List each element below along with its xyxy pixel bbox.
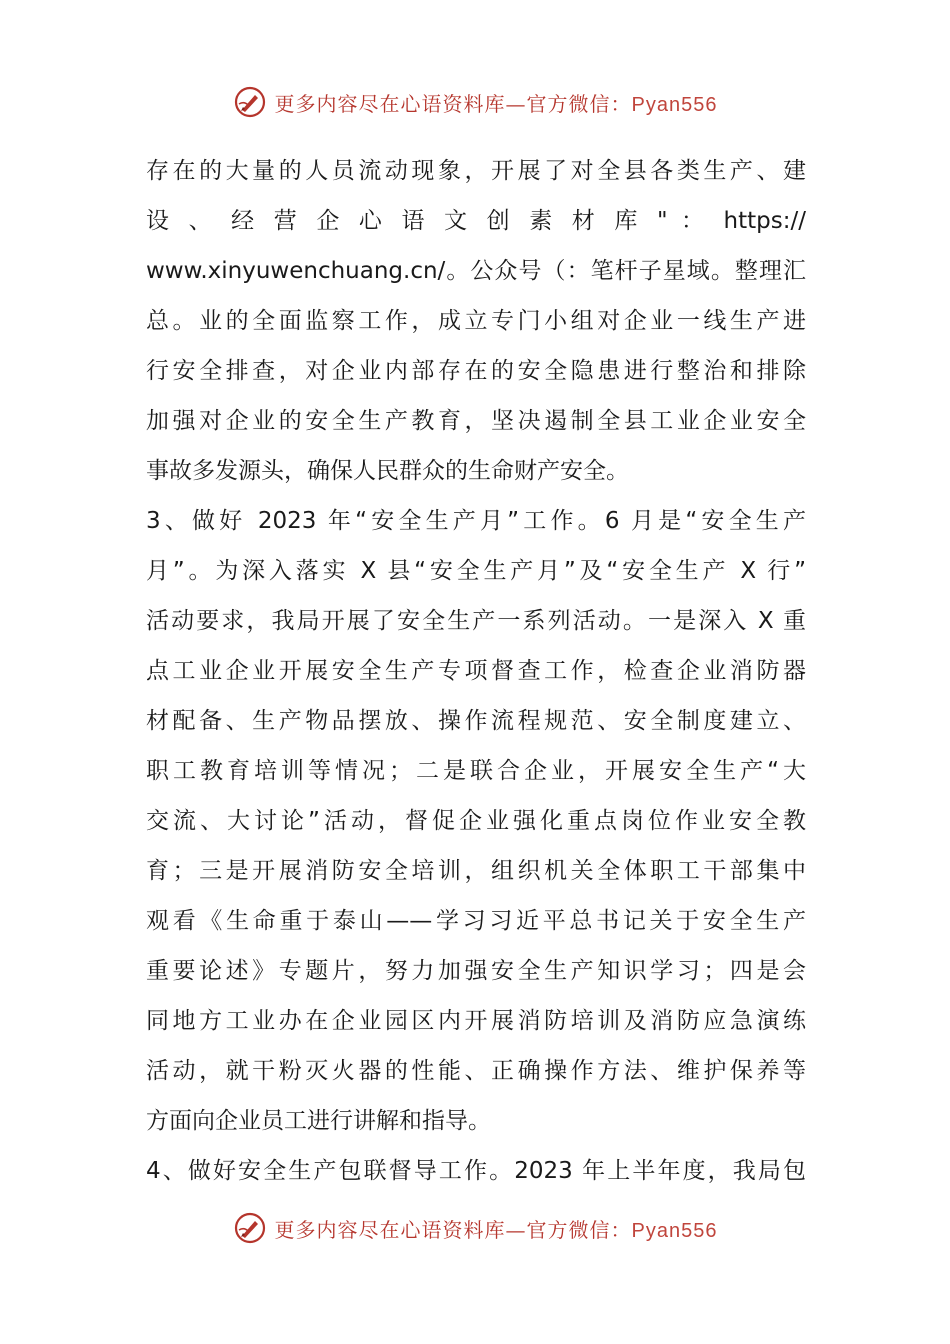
wechat-id: Pyan556 [631, 93, 718, 116]
text-line: 活动要求，我局开展了安全生产一系列活动。一是深入 X 重 [146, 608, 806, 634]
banner-text: 更多内容尽在心语资料库—官方微信：Pyan556 [274, 91, 718, 116]
document-body [146, 146, 806, 1196]
header-banner [0, 82, 950, 122]
text-line: 材配备、生产物品摆放、操作流程规范、安全制度建立、 [146, 708, 806, 734]
text-line: 育；三是开展消防安全培训，组织机关全体职工干部集中 [146, 858, 806, 884]
text-line: 同地方工业办在企业园区内开展消防培训及消防应急演练 [146, 1008, 806, 1034]
text-line: 行安全排查，对企业内部存在的安全隐患进行整治和排除 [146, 358, 806, 384]
pen-logo-icon [233, 85, 267, 119]
text-line: 方面向企业员工进行讲解和指导。 [146, 1108, 491, 1134]
footer-banner [0, 1208, 950, 1248]
text-line: 4、做好安全生产包联督导工作。2023 年上半年度，我局包 [146, 1158, 806, 1184]
banner-text: 更多内容尽在心语资料库—官方微信：Pyan556 [274, 1217, 718, 1242]
text-line: 观看《生命重于泰山——学习习近平总书记关于安全生产 [146, 908, 806, 934]
text-line: 设 、 经 营 企 心 语 文 创 素 材 库 " ： https:// [146, 208, 806, 234]
text-line: 总。业的全面监察工作，成立专门小组对企业一线生产进 [146, 308, 806, 334]
text-line: www.xinyuwenchuang.cn/。公众号（：笔杆子星域。整理汇 [146, 258, 806, 284]
text-line: 重要论述》专题片，努力加强安全生产知识学习；四是会 [146, 958, 806, 984]
text-line: 存在的大量的人员流动现象，开展了对全县各类生产、建 [146, 158, 806, 184]
text-line: 3、做好 2023 年“安全生产月”工作。6 月是“安全生产 [146, 508, 806, 534]
text-line: 点工业企业开展安全生产专项督查工作，检查企业消防器 [146, 658, 806, 684]
pen-logo-icon [233, 1211, 267, 1245]
text-line: 加强对企业的安全生产教育，坚决遏制全县工业企业安全 [146, 408, 806, 434]
text-line: 职工教育培训等情况；二是联合企业，开展安全生产“大 [146, 758, 806, 784]
wechat-id: Pyan556 [631, 1219, 718, 1242]
text-line: 事故多发源头，确保人民群众的生命财产安全。 [146, 458, 629, 484]
text-line: 月”。为深入落实 X 县“安全生产月”及“安全生产 X 行” [146, 558, 806, 584]
text-line: 交流、大讨论”活动，督促企业强化重点岗位作业安全教 [146, 808, 806, 834]
text-line: 活动，就干粉灭火器的性能、正确操作方法、维护保养等 [146, 1058, 806, 1084]
